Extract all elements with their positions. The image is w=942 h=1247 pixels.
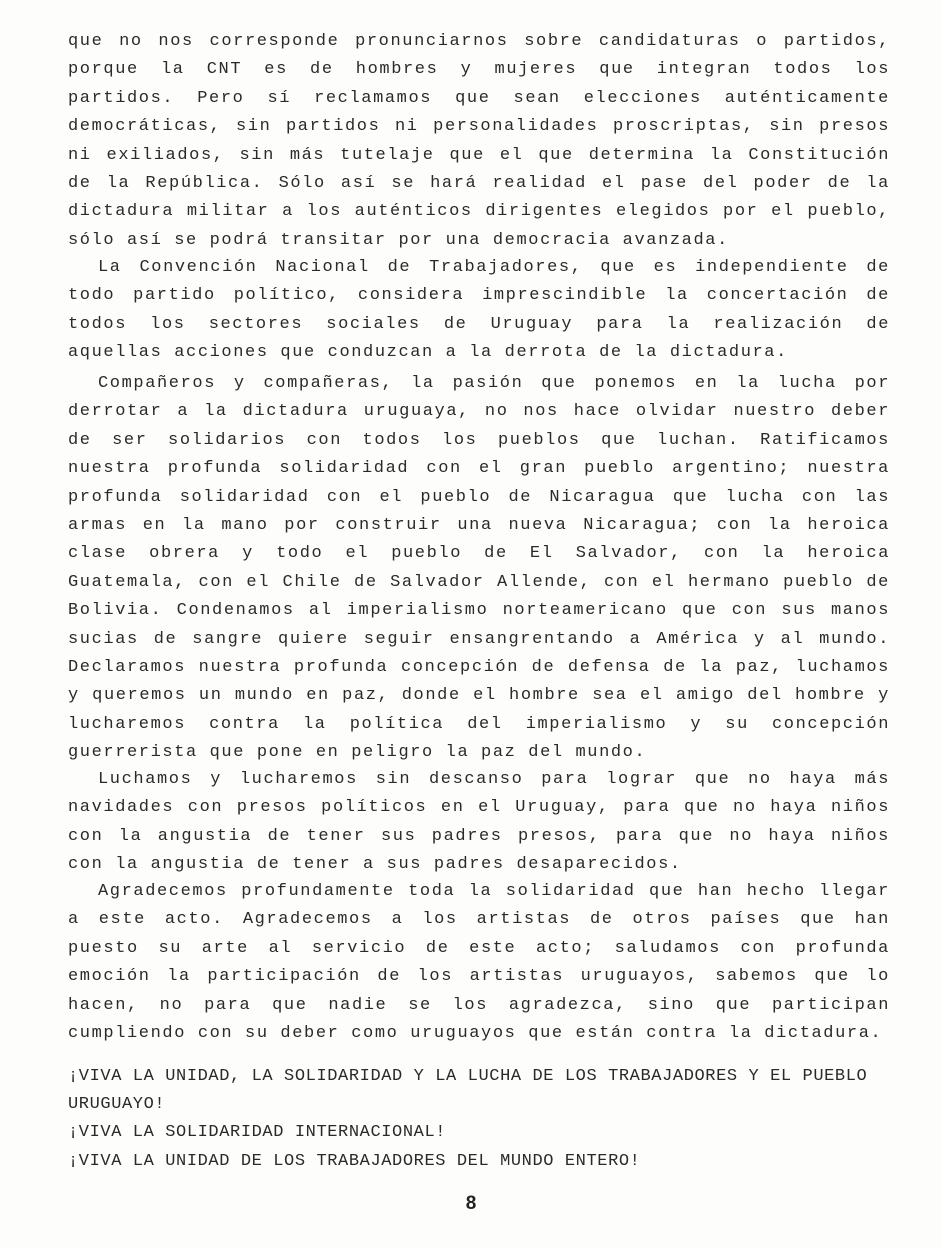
closing-line-unity: ¡VIVA LA UNIDAD, LA SOLIDARIDAD Y LA LUCHA DE LOS TRABAJADORES Y EL PUEBLO URUGUAYO! <box>68 1067 868 1114</box>
paragraph-gratitude: Agradecemos profundamente toda la solidaridad que han hecho llegar a este acto. Agradecemos a los artistas de otros países que han puesto su arte al servicio de este acto; saludamos con profunda emoción la participación de los artistas uruguayos, sabemos que lo hacen, no para que nadie se los agradezca, sino que participan cumpliendo con su deber como uruguayos que están contra la dictadura. <box>68 882 890 1044</box>
closing-line-international: ¡VIVA LA SOLIDARIDAD INTERNACIONAL! <box>68 1123 447 1142</box>
closing-line-workers-world: ¡VIVA LA UNIDAD DE LOS TRABAJADORES DEL MUNDO ENTERO! <box>68 1152 641 1171</box>
paragraph-convention: La Convención Nacional de Trabajadores, que es independiente de todo partido político, considera imprescindible la concertación de todos los sectores sociales de Uruguay para la realización de aquellas acciones que conduzcan a la derrota de la dictadura. <box>68 258 890 363</box>
paragraph-political-prisoners: Luchamos y lucharemos sin descanso para lograr que no haya más navidades con presos políticos en el Uruguay, para que no haya niños con la angustia de tener sus padres presos, para que no haya niños con la angustia de tener a sus padres desaparecidos. <box>68 770 890 875</box>
paragraph-elections: que no nos corresponde pronunciarnos sobre candidaturas o partidos, porque la CNT es de hombres y mujeres que integran todos los partidos. Pero sí reclamamos que sean elecciones auténticamente democráticas, sin partidos ni personalidades proscriptas, sin presos ni exiliados, sin más tutelaje que el que determina la Constitución de la República. Sólo así se hará realidad el pase del poder de la dictadura militar a los auténticos dirigentes elegidos por el pueblo, sólo así se podrá transitar por una democracia avanzada. <box>68 32 890 250</box>
page-number: 8 <box>465 1193 477 1214</box>
paragraph-solidarity: Compañeros y compañeras, la pasión que ponemos en la lucha por derrotar a la dictadura uruguaya, no nos hace olvidar nuestro deber de ser solidarios con todos los pueblos que luchan. Ratificamos nuestra profunda solidaridad con el gran pueblo argentino; nuestra profunda solidaridad con el pueblo de Nicaragua que lucha con las armas en la mano por construir una nueva Nicaragua; con la heroica clase obrera y todo el pueblo de El Salvador, con la heroica Guatemala, con el Chile de Salvador Allende, con el hermano pueblo de Bolivia. Condenamos al imperialismo norteamericano que con sus manos sucias de sangre quiere seguir ensangrentando a América y al mundo. Declaramos nuestra profunda concepción de defensa de la paz, luchamos y queremos un mundo en paz, donde el hombre sea el amigo del hombre y lucharemos contra la política del imperialismo y su concepción guerrerista que pone en peligro la paz del mundo. <box>68 374 890 763</box>
